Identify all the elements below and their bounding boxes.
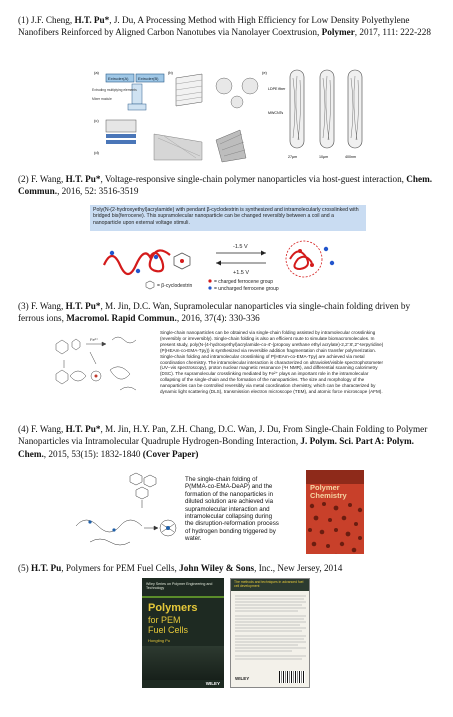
legend-uncharged-ferrocene: = uncharged ferrocene group: [214, 286, 279, 292]
panel-a-label: (a): [94, 70, 99, 75]
fiber-cone: [154, 134, 202, 160]
entry-title: , M. Jin, H.Y. Pan, Z.H. Chang, D.C. Wan, J. Du, From Single-Chain Folding to Polymer Nanoparticles via Intramolecular Quadruple Hydrogen-Bonding Interaction,: [18, 424, 428, 447]
book-back-cover: [230, 578, 310, 688]
entry-authors: F. Wang,: [31, 424, 66, 434]
book-series-label: Wiley Series on Polymer Engineering and Technology: [146, 582, 213, 591]
figure-3-abstract: Single-chain nanoparticles can be obtained via single-chain folding assisted by intramolecular crosslinking (reversibly or irreversibly). Single-chain folding is also an efficient route to simulate biomacromolecules. In present study, poly(N-(4-hydroxyethyl)acrylamide-co-4'-(propoxy urethane ethyl acrylate)-2,2':6',2"-terpyridine) (P(HEAm-co-EMA-Tpy)) is synthesized via reversible addition fragmentation chain transfer polymerization. Single-chain folding and intramolecular crosslinking of P(HEAm-co-EMA-Tpy) are achieved via metal coordination chemistry. The intramolecular interaction is characterized on ultraviolet/visible spectrophotometer (UV−vis spectroscopy), proton nuclear magnetic resonance (¹H NMR), and differential scanning calorimetry (DSC). The supramolecular crosslinking mediated by Fe²⁺ plays an important role in the intramolecular collapsing of the single-chain and the formation of the nanoparticles. The size and morphology of the nanoparticles can be controlled reversibly via metal coordination chemistry, which can be characterized by dynamic light scattering (DLS), transmission electron microscope (TEM), and atomic force microscope (AFM).: [160, 330, 384, 395]
back-cover-text-block: [232, 594, 310, 666]
entry-details: , 2016, 52: 3516-3519: [57, 186, 139, 197]
figure-2-caption: Poly(N-(2-hydroxyethyl)acrylamide) with pendant β-cyclodextrin is synthesized and intramolecularly crosslinked with bridged bis(ferrocene). This supramolecular nanoparticle can be changed reversibly between a coil and a nanoparticle upon external voltage stimuli.: [93, 207, 359, 226]
ldpe-fiber-label: LDPE fiber: [268, 87, 286, 91]
entry-highlight-author: H.T. Pu*: [65, 174, 101, 184]
fiber-cylinders: [290, 70, 362, 148]
extruder-b-label: Extruder(B): [138, 76, 159, 81]
entry-authors: F. Wang,: [31, 174, 66, 184]
scale-label-2: 10μm: [319, 155, 329, 159]
entry-highlight-author: H.T. Pu*: [74, 15, 110, 25]
entry-number: (3): [18, 301, 29, 311]
entry-journal: J. Polym. Sci. Part A: Polym. Chem.: [18, 436, 414, 459]
entry-number: (5): [18, 563, 29, 573]
back-cover-publisher: WILEY: [235, 676, 250, 681]
book-title-line-3: Fuel Cells: [148, 625, 189, 635]
figure-1-graphic: [92, 64, 372, 164]
voltage-minus-label: -1.5 V: [233, 244, 248, 250]
legend-charged-ferrocene: = charged ferrocene group: [214, 279, 274, 285]
scale-label-1: 27μm: [288, 155, 298, 159]
cyclodextrin-molecule-icon: [174, 253, 190, 269]
figure-4-scheme: [70, 472, 180, 556]
journal-cover-image: [306, 470, 364, 554]
barcode: [279, 671, 305, 683]
entry-authors: J.F. Cheng,: [31, 15, 75, 25]
fiber-bundle: [216, 130, 246, 162]
book-title-line-1: Polymers: [148, 602, 198, 614]
book-author: Hongting Pu: [148, 638, 171, 643]
figure-2-voltage-responsive: [90, 205, 366, 293]
mwcnts-label: MWCNTs: [268, 111, 284, 115]
legend-cyclodextrin: = β-cyclodextrin: [157, 283, 193, 289]
multiplying-elements-label: Extruding multiplying elements: [92, 88, 137, 92]
entry-title: , M. Jin, D.C. Wan, Supramolecular nanoparticles via single-chain folding driven by ferrous ions,: [18, 301, 411, 324]
film-rolls: [216, 78, 258, 108]
entry-journal: John Wiley & Sons: [179, 563, 255, 573]
publication-entry-1: [18, 14, 438, 39]
publication-entry-3: [18, 300, 438, 325]
figure-2-caption-band: [90, 205, 366, 231]
entry-number: (1): [18, 15, 29, 25]
nanolayer-block: [168, 70, 202, 106]
book-front-cover: [142, 578, 224, 688]
voltage-plus-label: +1.5 V: [233, 270, 250, 276]
book-cover-art: [142, 646, 224, 680]
entry-journal: Chem. Commun.: [18, 174, 433, 197]
entry-highlight-author: H.T. Pu*: [65, 424, 101, 434]
entry-authors: F. Wang,: [31, 301, 66, 311]
entry-title: , J. Du, A Processing Method with High Efficiency for Low Density Polyethylene Nanofibers Reinforced by Aligned Carbon Nanotubes via Nanolayer Coextrusion,: [18, 15, 410, 38]
entry-details: , 2015, 53(15): 1832-1840: [43, 448, 143, 459]
publication-entry-2: [18, 173, 438, 198]
entry-number: (4): [18, 424, 29, 434]
entry-details: , 2016, 37(4): 330-336: [176, 313, 260, 324]
book-publisher: WILEY: [205, 681, 220, 686]
panel-c-label: (c): [94, 118, 99, 123]
journal-cover-title: Polymer Chemistry: [310, 483, 347, 500]
figure-2-graphic: [90, 231, 366, 293]
entry-details: , 2017, 111: 222-228: [354, 27, 431, 38]
figure-3-supramolecular: [50, 330, 390, 416]
entry-number: (2): [18, 174, 29, 184]
figure-4-hydrogen-bonding: [70, 470, 390, 558]
figure-1-nanofiber-process: [92, 64, 372, 164]
scale-label-3: 400nm: [345, 155, 356, 159]
extruder-a-label: Extruder(A): [108, 76, 129, 81]
entry-cover-note: (Cover Paper): [142, 448, 199, 459]
figure-3-scheme: [50, 330, 160, 404]
figure-4-summary: The single-chain folding of P(MMA-co-EMA-DeAP) and the formation of the nanoparticles in diluted solution are achieved via supramolecular interaction and intramolecular collapsing during the disruption-reformation process of hydrogen bonding triggered by water.: [185, 476, 279, 543]
book-title-line-2: for PEM: [148, 615, 181, 625]
entry-title: , Voltage-responsive single-chain polymer nanoparticles via host-guest interaction,: [100, 174, 407, 184]
cover-pattern: [306, 500, 364, 554]
entry-highlight-author: H.T. Pu: [31, 563, 62, 573]
folded-nanoparticle: [286, 241, 334, 277]
fe-ion-label: Fe²⁺: [90, 337, 99, 342]
entry-details: , Inc., New Jersey, 2014: [254, 563, 343, 573]
entry-journal: Polymer: [321, 27, 355, 38]
publication-entry-4: [18, 423, 438, 460]
publication-entry-5: [18, 562, 438, 574]
panel-e-label: (e): [262, 70, 267, 75]
mixer-module-label: Mixer module: [92, 97, 112, 101]
entry-highlight-author: H.T. Pu*: [65, 301, 101, 311]
panel-b-label: (b): [168, 70, 173, 75]
panel-d-label: (d): [94, 150, 99, 155]
voltage-arrows: [216, 251, 266, 266]
entry-journal: Macromol. Rapid Commun.: [66, 313, 177, 324]
entry-title: , Polymers for PEM Fuel Cells,: [61, 563, 180, 573]
back-cover-header: [231, 579, 310, 591]
back-cover-title: The methods and techniques in advanced fuel cell development: [234, 580, 304, 588]
